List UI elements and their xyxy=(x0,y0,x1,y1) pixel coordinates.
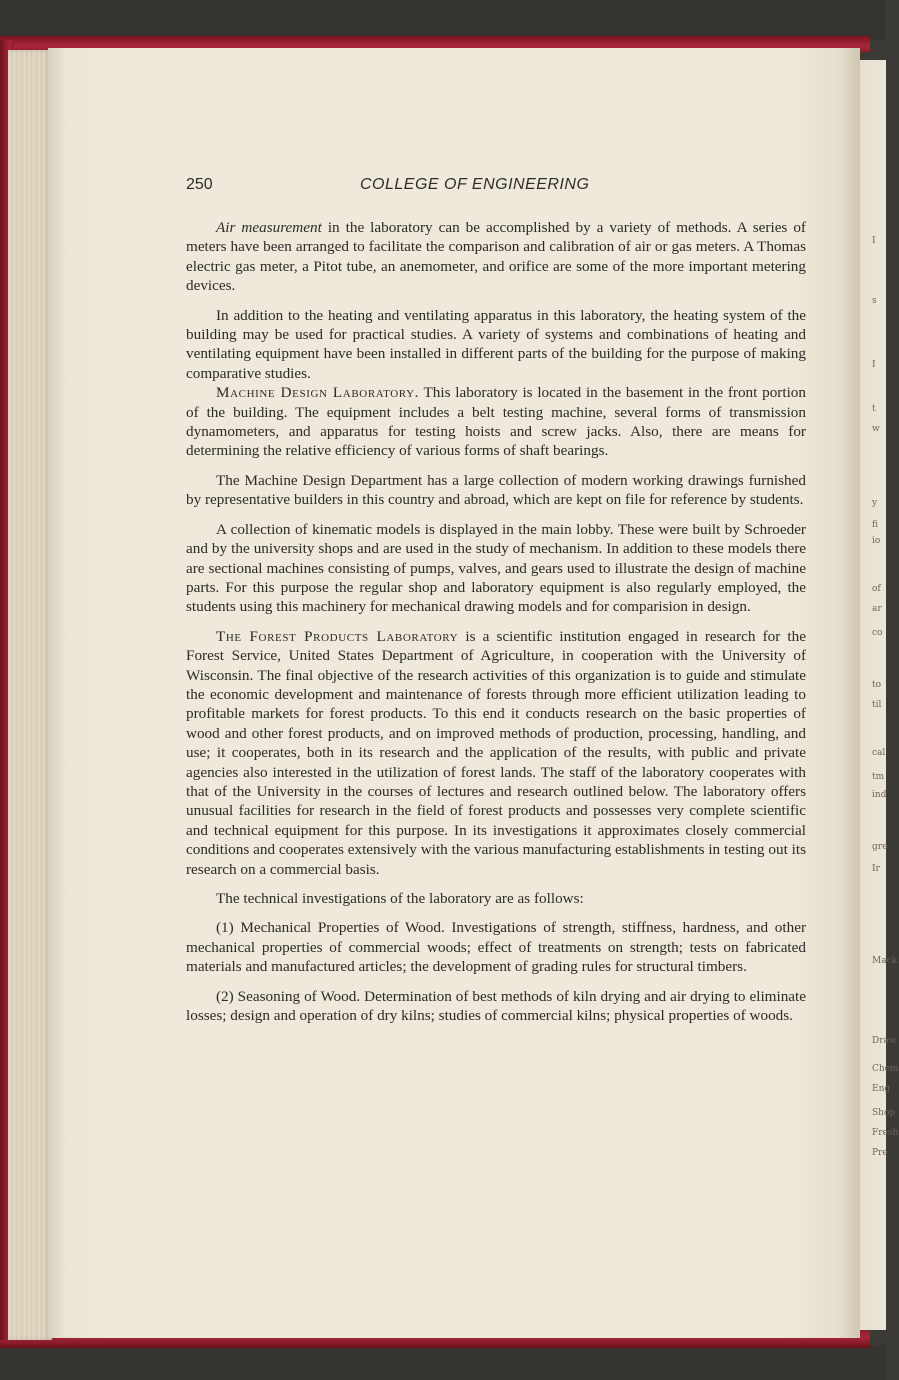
bleed-fragment: Mack xyxy=(872,956,898,966)
bleed-fragment: Ir xyxy=(872,864,880,874)
bleed-fragment: ar xyxy=(872,604,882,614)
paragraph-text: (2) Seasoning of Wood. Determination of best methods of kiln drying and air drying to eliminate losses; design and operation of dry kilns; studies of commercial kilns; physical properties of woods. xyxy=(186,987,806,1025)
bleed-fragment: Chem xyxy=(872,1064,899,1074)
paragraph-text: in the laboratory can be accomplished by a variety of methods. A series of meters have been arranged to facilitate the comparison and calibration of air or gas meters. A Thomas electric gas meter, a Pitot tube, an anemometer, and orifice are some of the more important metering devices. xyxy=(186,219,806,295)
bleed-fragment: Eng xyxy=(872,1084,891,1094)
paragraph-lead: The Forest Products Laboratory xyxy=(216,627,459,645)
bleed-fragment: Pre xyxy=(872,1148,888,1158)
paragraph-text: This laboratory is located in the basement in the front portion of the building. The equipment includes a belt testing machine, several forms of transmission dynamometers, and apparatus for testing hoists and screw jacks. Also, there are means for determining the relative efficiency of various forms of shaft bearings. xyxy=(186,384,806,460)
paragraph-seasoning-of-wood xyxy=(186,987,806,1026)
bleed-fragment: w xyxy=(872,424,880,434)
page-header xyxy=(186,176,806,198)
paragraph-text: The technical investigations of the laboratory are as follows: xyxy=(216,890,584,907)
bleed-fragment: of xyxy=(872,584,881,594)
paragraph-text: In addition to the heating and ventilating apparatus in this laboratory, the heating system of the building may be used for practical studies. A variety of systems and combinations of heating and ventilating equipment have been installed in different parts of the building for the purpose of making comparative studies. xyxy=(186,306,806,382)
page-body xyxy=(186,218,806,1025)
bleed-fragment: Fresh xyxy=(872,1128,899,1138)
paragraph-air-measurement xyxy=(186,218,806,296)
page-block-edges xyxy=(8,50,52,1340)
bleed-fragment: y xyxy=(872,498,878,508)
paragraph-machine-design-lab xyxy=(186,383,806,461)
paragraph-forest-products-lab xyxy=(186,627,806,879)
paragraph-lead: Machine Design Laboratory. xyxy=(216,384,420,402)
bleed-fragment: I xyxy=(872,236,876,246)
paragraph-mechanical-properties xyxy=(186,918,806,976)
bleed-fragment: tm xyxy=(872,772,885,782)
paragraph-working-drawings xyxy=(186,471,806,510)
bleed-fragment: to xyxy=(872,680,882,690)
paragraph-text: (1) Mechanical Properties of Wood. Investigations of strength, stiffness, hardness, and other mechanical properties of commercial woods; effect of treatments on strength; tests on fabricated materials and manufactured articles; the development of grading rules for structural timbers. xyxy=(186,919,806,976)
bleed-fragment: cal xyxy=(872,748,886,758)
paragraph-kinematic-models xyxy=(186,520,806,617)
scan-background-top xyxy=(0,0,886,40)
bleed-fragment: Shop xyxy=(872,1108,896,1118)
bleed-fragment: io xyxy=(872,536,881,546)
paragraph-text: is a scientific institution engaged in research for the Forest Service, United States Department of Agriculture, in cooperation with the University of Wisconsin. The final objective of the research activities of this organization is to guide and stimulate the economic development and maintenance of forests through more efficient utilization leading to profitable markets for forest products. To this end it conducts research on the basic properties of wood and other forest products, and on improved methods of production, processing, handling, and use; it cooperates, both in its research and the application of the results, with public and private agencies also interested in the utilization of forest lands. The staff of the laboratory cooperates with that of the University in the courses of lectures and research outlined below. The laboratory offers unusual facilities for research in the field of forest products and possesses very complete scientific and technical equipment for this purpose. In its investigations it approximates closely commercial conditions and cooperates extensively with the various manufacturing establishments in testing out its research on a commercial basis. xyxy=(186,627,806,878)
paragraph-text: The Machine Design Department has a large collection of modern working drawings furnished by representative builders in this country and abroad, which are kept on file for reference by students. xyxy=(186,471,806,509)
page-number: 250 xyxy=(186,176,213,193)
bleed-fragment: Draw xyxy=(872,1036,897,1046)
paragraph-technical-investigations xyxy=(186,889,806,908)
bleed-fragment: fi xyxy=(872,520,879,530)
running-head: COLLEGE OF ENGINEERING xyxy=(360,176,590,193)
bleed-fragment: co xyxy=(872,628,883,638)
bleed-fragment: gre xyxy=(872,842,888,852)
bleed-fragment: ind xyxy=(872,790,887,800)
bleed-fragment: til xyxy=(872,700,882,710)
bleed-fragment: I xyxy=(872,360,876,370)
paragraph-text: A collection of kinematic models is displayed in the main lobby. These were built by Schroeder and by the university shops and are used in the study of mechanism. In addition to these models there are sectional machines consisting of pumps, valves, and gears used to illustrate the design of machine parts. For this purpose the regular shop and laboratory equipment is also regularly employed, the students using this machinery for mechanical drawing models and for comparision in design. xyxy=(186,520,806,616)
scan-background-bottom xyxy=(0,1345,886,1380)
bleed-fragment: s xyxy=(872,296,877,306)
bleed-fragment: t xyxy=(872,404,876,414)
paragraph-heating-systems xyxy=(186,306,806,384)
paragraph-lead: Air measurement xyxy=(216,219,322,236)
